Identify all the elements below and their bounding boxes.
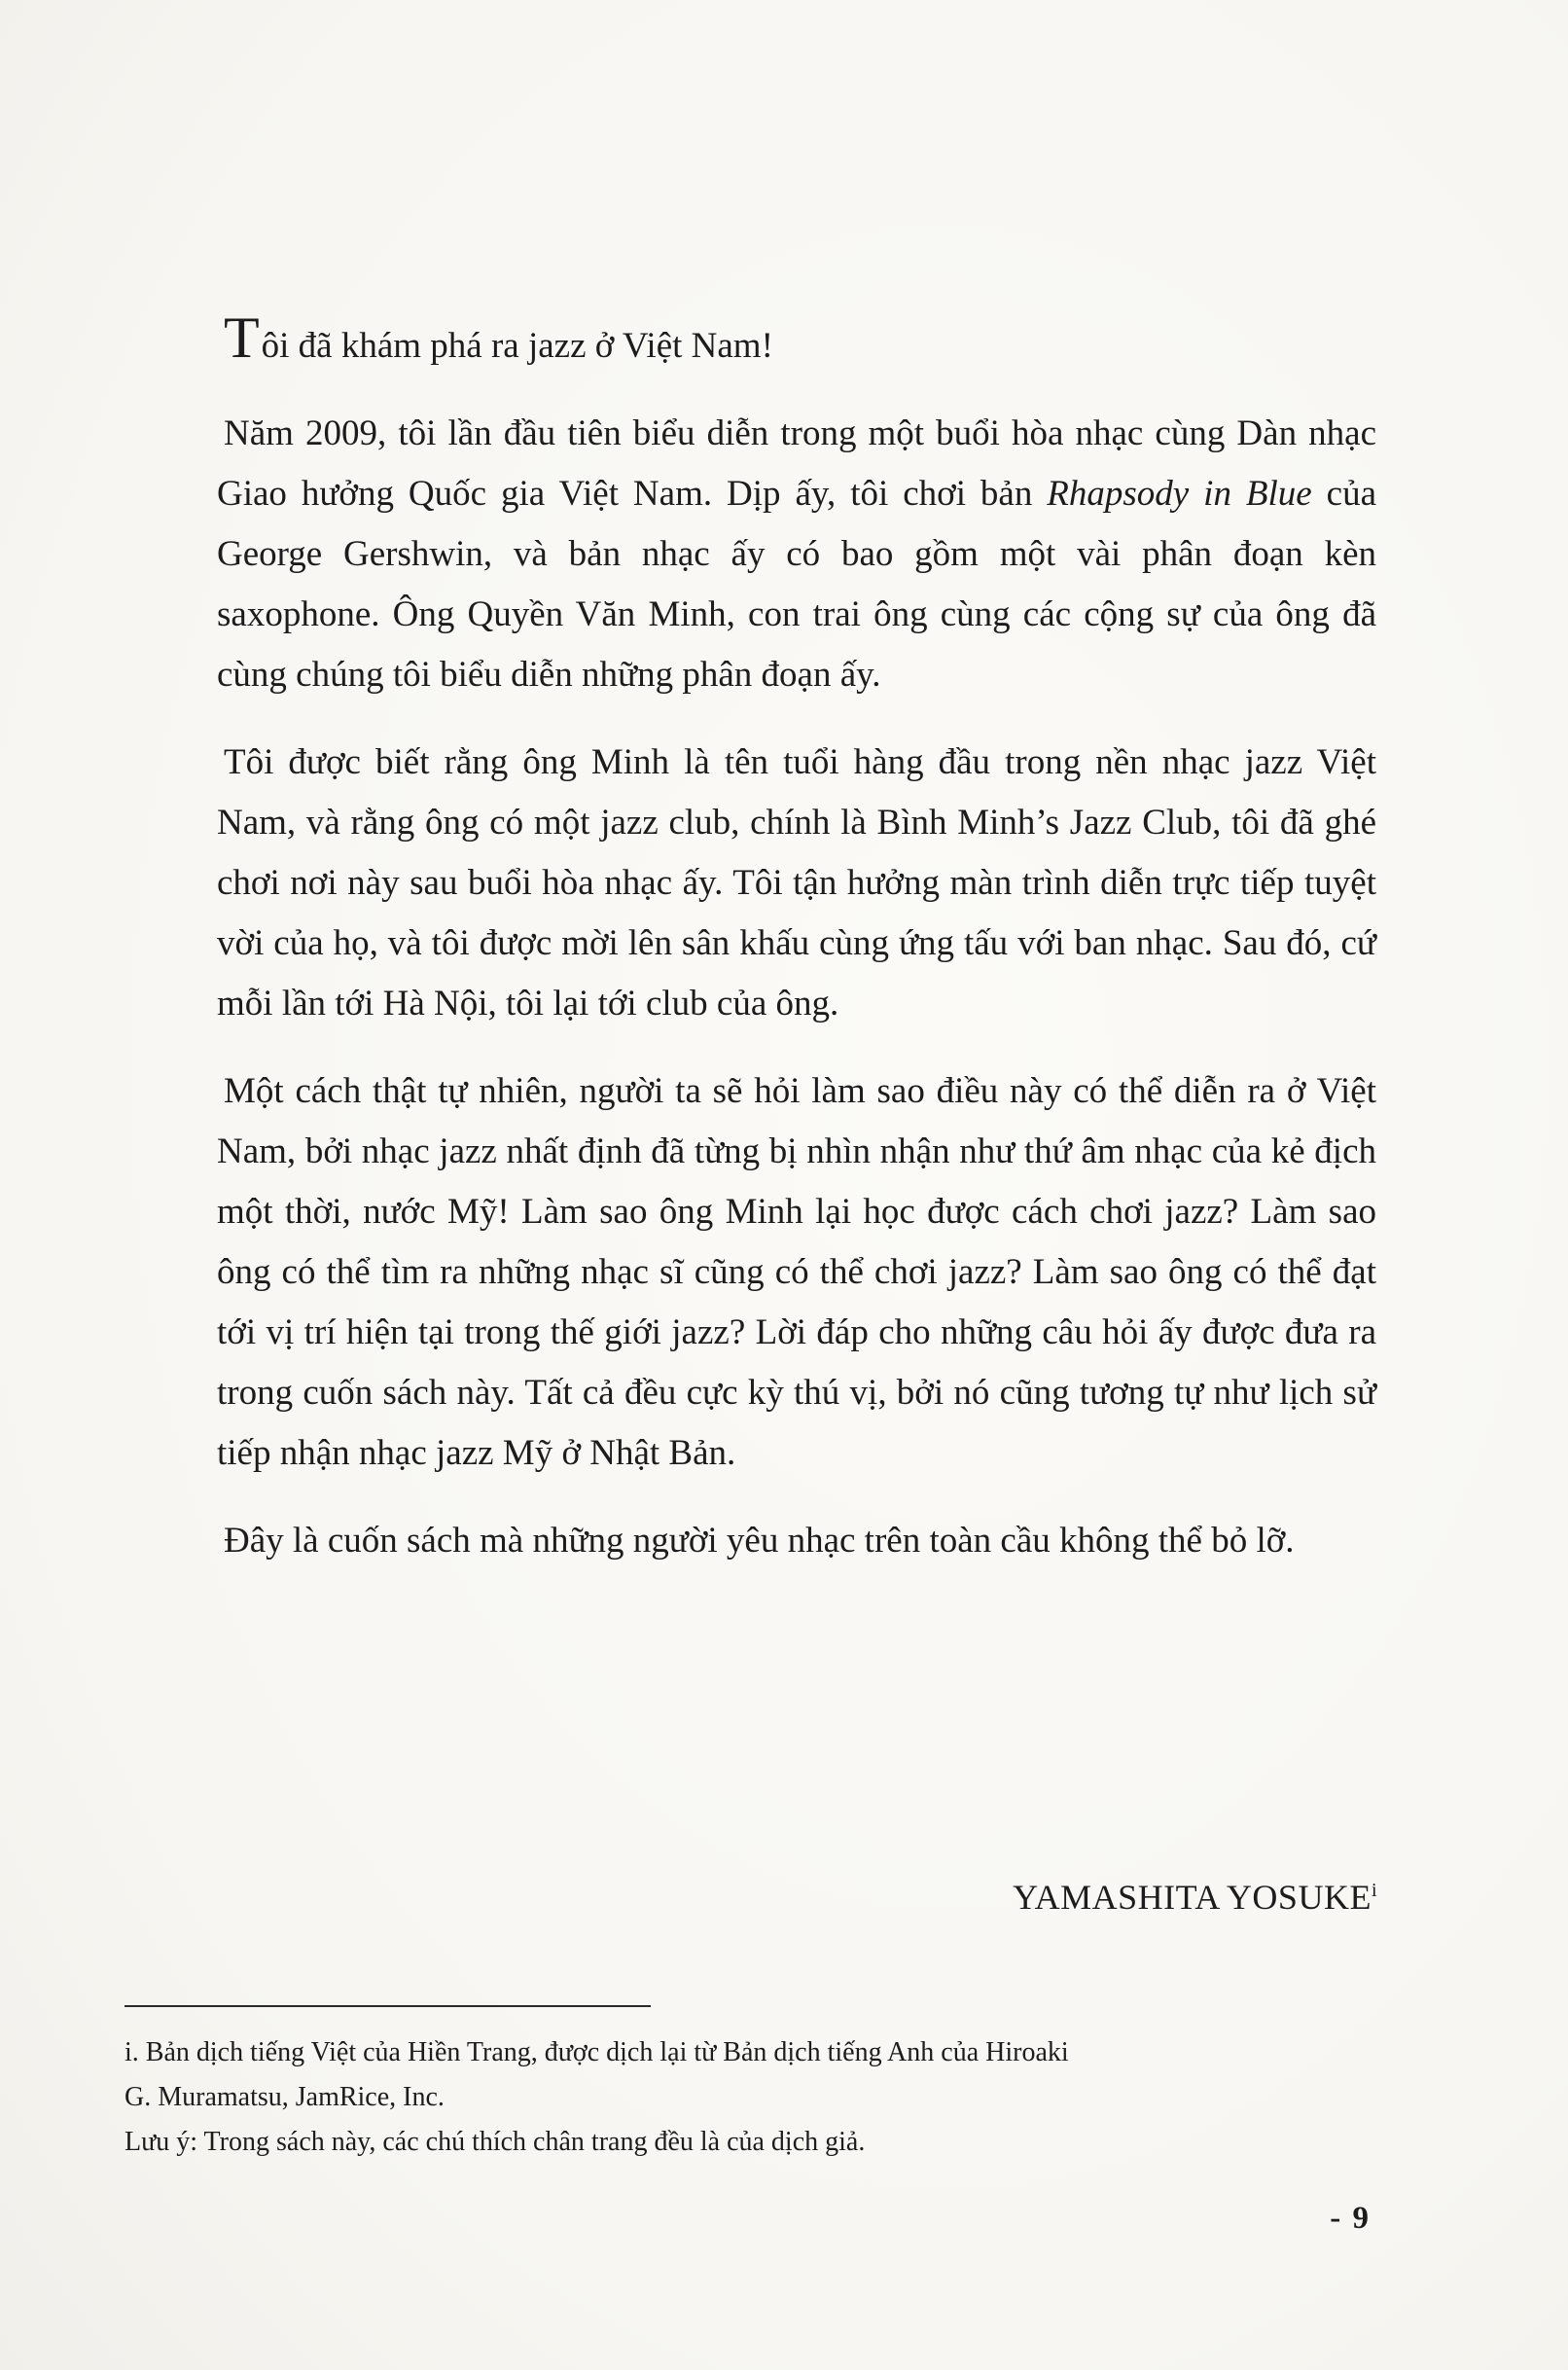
paragraph-2: Tôi được biết rằng ông Minh là tên tuổi hàng đầu trong nền nhạc jazz Việt Nam, và rằng ông có một jazz club, chính là Bình Minh’s Jazz Club, tôi đã ghé chơi nơi này sau buổi hòa nhạc ấy. Tôi tận hưởng màn trình diễn trực tiếp tuyệt vời của họ, và tôi được mời lên sân khấu cùng ứng tấu với ban nhạc. Sau đó, cứ mỗi lần tới Hà Nội, tôi lại tới club của ông. [217,742,1376,1023]
body-text [217,305,1376,1598]
footnote-mark: i [1371,1880,1377,1901]
work-title: Rhapsody in Blue [1047,474,1312,514]
footnote-divider [125,2005,651,2007]
paragraph-1 [217,404,1376,705]
paragraph-3: Một cách thật tự nhiên, người ta sẽ hỏi làm sao điều này có thể diễn ra ở Việt Nam, bởi nhạc jazz nhất định đã từng bị nhìn nhận như thứ âm nhạc của kẻ địch một thời, nước Mỹ! Làm sao ông Minh lại học được cách chơi jazz? Làm sao ông có thể tìm ra những nhạc sĩ cũng có thể chơi jazz? Làm sao ông có thể đạt tới vị trí hiện tại trong thế giới jazz? Lời đáp cho những câu hỏi ấy được đưa ra trong cuốn sách này. Tất cả đều cực kỳ thú vị, bởi nó cũng tương tự như lịch sử tiếp nhận nhạc jazz Mỹ ở Nhật Bản. [217,1071,1376,1473]
page-number: - 9 [1330,2201,1371,2236]
footnote-line-2: G. Muramatsu, JamRice, Inc. [125,2082,445,2112]
opening-line [217,305,1376,377]
opening-line-text: ôi đã khám phá ra jazz ở Việt Nam! [261,326,773,366]
paragraph-4: Đây là cuốn sách mà những người yêu nhạc trên toàn cầu không thể bỏ lỡ. [224,1521,1295,1561]
author-name: YAMASHITA YOSUKE [1013,1878,1372,1917]
drop-cap: T [224,305,260,370]
author-signature [1013,1866,1377,1921]
footnote-line-3: Lưu ý: Trong sách này, các chú thích chân trang đều là của dịch giả. [125,2127,866,2157]
footnote-line-1: i. Bản dịch tiếng Việt của Hiền Trang, được dịch lại từ Bản dịch tiếng Anh của Hiroaki [125,2037,1069,2067]
paragraph-1-start: Năm 2009, tôi lần đầu tiên biểu diễn trong một buổi hòa nhạc cùng Dàn nhạc Giao hưởng Quốc gia Việt Nam. Dịp ấy, tôi chơi bản [217,413,1376,514]
footnotes [125,2030,1379,2165]
paragraph-1-end: của George Gershwin, và bản nhạc ấy có bao gồm một vài phân đoạn kèn saxophone. Ông Quyền Văn Minh, con trai ông cùng các cộng sự của ông đã cùng chúng tôi biểu diễn những phân đoạn ấy. [217,474,1376,695]
